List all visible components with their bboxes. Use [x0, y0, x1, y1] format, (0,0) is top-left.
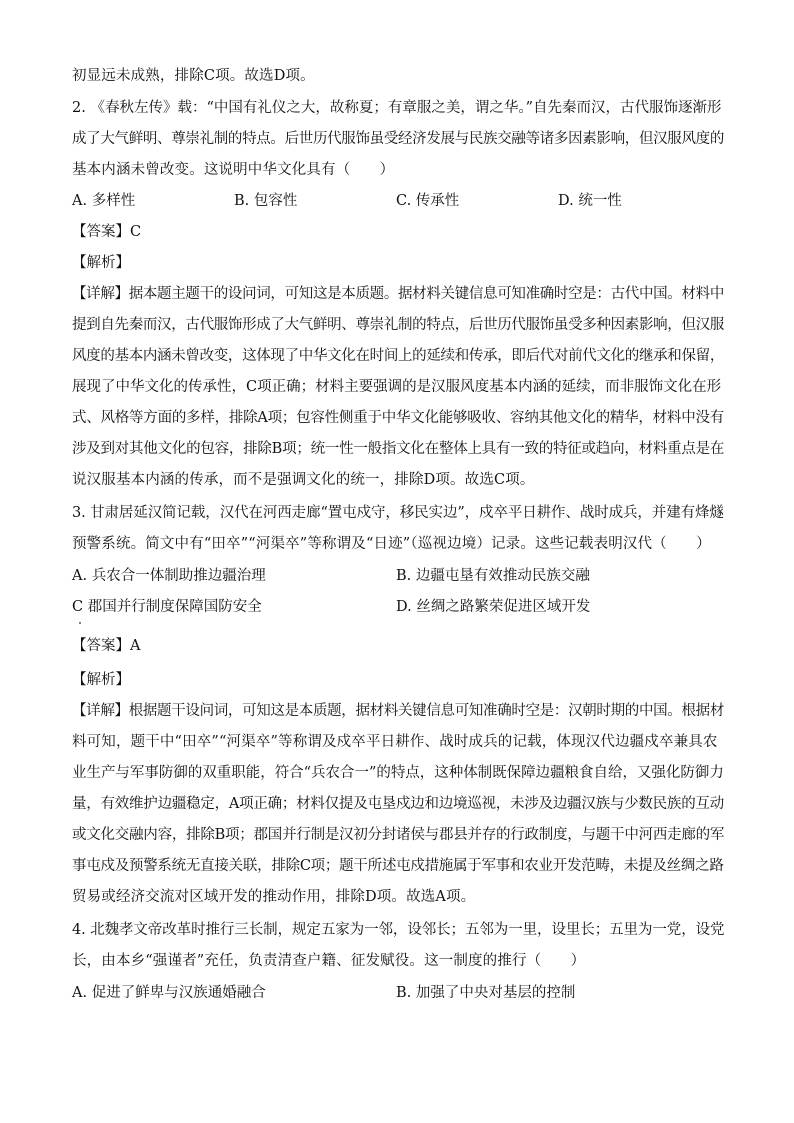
- question-4-option-a: A. 促进了鲜卑与汉族通婚融合: [72, 985, 266, 1001]
- answer-label: 【答案】A: [72, 638, 141, 654]
- explanation-line: 说汉服基本内涵的传承，而不是强调文化的统一，排除D项。故选C项。: [72, 472, 535, 488]
- explanation-line: 【详解】据本题主题干的设问词，可知这是本质题。据材料关键信息可知准确时空是：古代中国。材料中: [72, 286, 725, 302]
- explanation-line: 或文化交融内容，排除B项；郡国并行制是汉初分封诸侯与郡县并存的行政制度，与题干中河西走廊的军: [72, 827, 725, 843]
- question-4-stem: 长，由本乡“强谨者”充任，负责清查户籍、征发赋役。这一制度的推行（ ）: [72, 953, 586, 969]
- question-2-option-b: B. 包容性: [234, 193, 298, 209]
- question-2-stem: 成了大气鲜明、尊崇礼制的特点。后世历代服饰虽受经济发展与民族交融等诸多因素影响，但汉服风度的: [72, 131, 725, 147]
- explanation-line: 风度的基本内涵未曾改变，这体现了中华文化在时间上的延续和传承，即后代对前代文化的继承和保留，: [72, 348, 725, 364]
- question-3-option-c: C 郡国并行制度保障国防安全: [72, 599, 262, 615]
- analysis-label: 【解析】: [72, 255, 130, 271]
- explanation-line: 料可知，题干中“田卒”“河渠卒”等称谓及戍卒平日耕作、战时成兵的记载，体现汉代边疆戍卒兼具农: [72, 734, 718, 750]
- explanation-line: 展现了中华文化的传承性，C项正确；材料主要强调的是汉服风度基本内涵的延续，而非服饰文化在形: [72, 379, 722, 395]
- question-4-stem: 4. 北魏孝文帝改革时推行三长制，规定五家为一邻，设邻长；五邻为一里，设里长；五里为一党，设党: [72, 922, 725, 938]
- question-3-stem: 预警系统。简文中有“田卒”“河渠卒”等称谓及“日迹”（巡视边境）记录。这些记载表明汉代（ ）: [72, 536, 711, 552]
- question-4-option-b: B. 加强了中央对基层的控制: [396, 985, 576, 1001]
- text-line: 初显远未成熟，排除C项。故选D项。: [72, 68, 315, 84]
- explanation-line: 事屯戍及预警系统无直接关联，排除C项；题干所述屯戍措施属于军事和农业开发范畴，未提及丝绸之路: [72, 858, 724, 874]
- explanation-line: 【详解】根据题干设问词，可知这是本质题，据材料关键信息可知准确时空是：汉朝时期的中国。根据材: [72, 703, 725, 719]
- question-2-stem: 2. 《春秋左传》载：“中国有礼仪之大，故称夏；有章服之美，谓之华。”自先秦而汉，古代服饰逐渐形: [72, 100, 722, 116]
- analysis-label: 【解析】: [72, 672, 130, 688]
- explanation-line: 涉及到对其他文化的包容，排除B项；统一性一般指文化在整体上具有一致的特征或趋向，材料重点是在: [72, 441, 725, 457]
- stray-dot: [79, 622, 81, 624]
- explanation-line: 式、风格等方面的多样，排除A项；包容性侧重于中华文化能够吸收、容纳其他文化的精华，材料中没有: [72, 410, 724, 426]
- explanation-line: 提到自先秦而汉，古代服饰形成了大气鲜明、尊崇礼制的特点，后世历代服饰虽受多种因素影响，但汉服: [72, 317, 725, 333]
- explanation-line: 业生产与军事防御的双重职能，符合“兵农合一”的特点，这种体制既保障边疆粮食自给，又强化防御力: [72, 765, 724, 781]
- question-3-option-b: B. 边疆屯垦有效推动民族交融: [396, 568, 590, 584]
- question-3-option-d: D. 丝绸之路繁荣促进区域开发: [396, 599, 591, 615]
- explanation-line: 贸易或经济交流对区域开发的推动作用，排除D项。故选A项。: [72, 889, 476, 905]
- question-2-stem: 基本内涵未曾改变。这说明中华文化具有（ ）: [72, 162, 395, 178]
- question-2-option-c: C. 传承性: [396, 193, 460, 209]
- question-2-option-a: A. 多样性: [72, 193, 136, 209]
- explanation-line: 量，有效维护边疆稳定，A项正确；材料仅提及屯垦戍边和边境巡视，未涉及边疆汉族与少数民族的互动: [72, 796, 724, 812]
- question-3-option-a: A. 兵农合一体制助推边疆治理: [72, 568, 266, 584]
- question-2-option-d: D. 统一性: [558, 193, 622, 209]
- question-3-stem: 3. 甘肃居延汉简记载，汉代在河西走廊“置屯戍守，移民实边”，戍卒平日耕作、战时成兵，并建有烽燧: [72, 505, 724, 521]
- answer-label: 【答案】C: [72, 224, 142, 240]
